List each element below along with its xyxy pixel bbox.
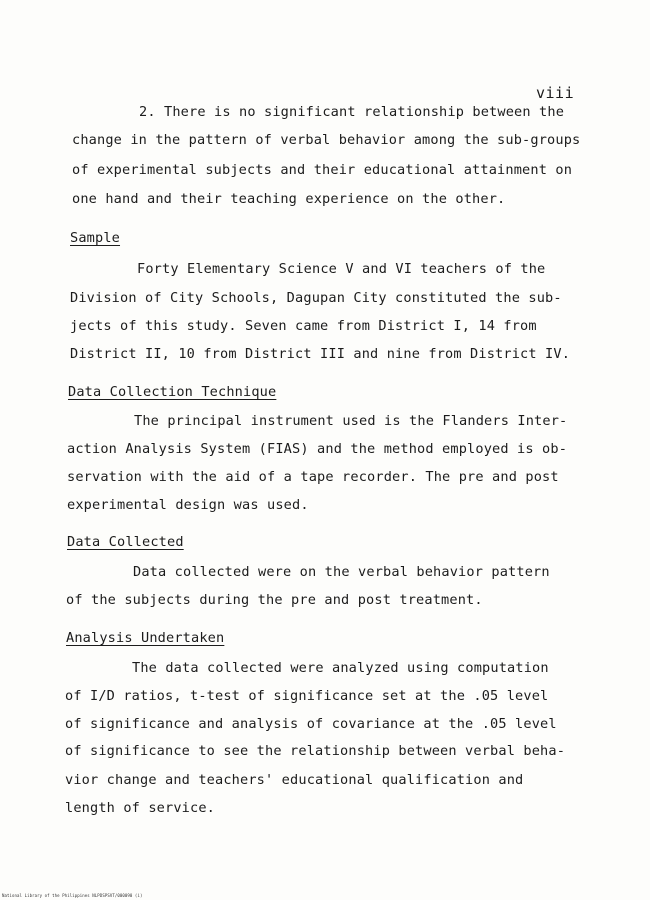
paragraph-line: length of service. <box>65 800 216 816</box>
paragraph-line: Forty Elementary Science V and VI teachers of the <box>137 261 546 277</box>
section-heading-data-collected: Data Collected <box>67 534 184 550</box>
section-heading-sample: Sample <box>70 230 121 246</box>
page-number: viii <box>536 84 575 102</box>
paragraph-line: of significance and analysis of covariance at the .05 level <box>65 716 557 732</box>
hypothesis-line: 2. There is no significant relationship between the <box>139 104 565 120</box>
paragraph-line: servation with the aid of a tape recorder. The pre and post <box>67 469 559 485</box>
paragraph-line: The principal instrument used is the Flanders Inter- <box>134 413 568 429</box>
hypothesis-line: one hand and their teaching experience on the other. <box>72 191 506 207</box>
paragraph-line: vior change and teachers' educational qualification and <box>65 772 524 788</box>
paragraph-line: experimental design was used. <box>67 497 309 513</box>
paragraph-line: of I/D ratios, t-test of significance set at the .05 level <box>65 688 549 704</box>
paragraph-line: jects of this study. Seven came from District I, 14 from <box>70 318 537 334</box>
paragraph-line: action Analysis System (FIAS) and the method employed is ob- <box>67 441 568 457</box>
archive-footer: National Library of the Philippines NLPDSPSVT/000090 (i) <box>2 893 143 898</box>
paragraph-line: of significance to see the relationship between verbal beha- <box>65 743 566 759</box>
paragraph-line: of the subjects during the pre and post treatment. <box>66 592 483 608</box>
hypothesis-line: change in the pattern of verbal behavior among the sub-groups <box>72 132 581 148</box>
paragraph-line: The data collected were analyzed using computation <box>132 660 549 676</box>
paragraph-line: District II, 10 from District III and nine from District IV. <box>70 346 571 362</box>
paragraph-line: Data collected were on the verbal behavior pattern <box>133 564 550 580</box>
section-heading-data-collection-technique: Data Collection Technique <box>68 384 277 400</box>
hypothesis-line: of experimental subjects and their educational attainment on <box>72 162 573 178</box>
paragraph-line: Division of City Schools, Dagupan City constituted the sub- <box>70 290 562 306</box>
section-heading-analysis-undertaken: Analysis Undertaken <box>66 630 225 646</box>
